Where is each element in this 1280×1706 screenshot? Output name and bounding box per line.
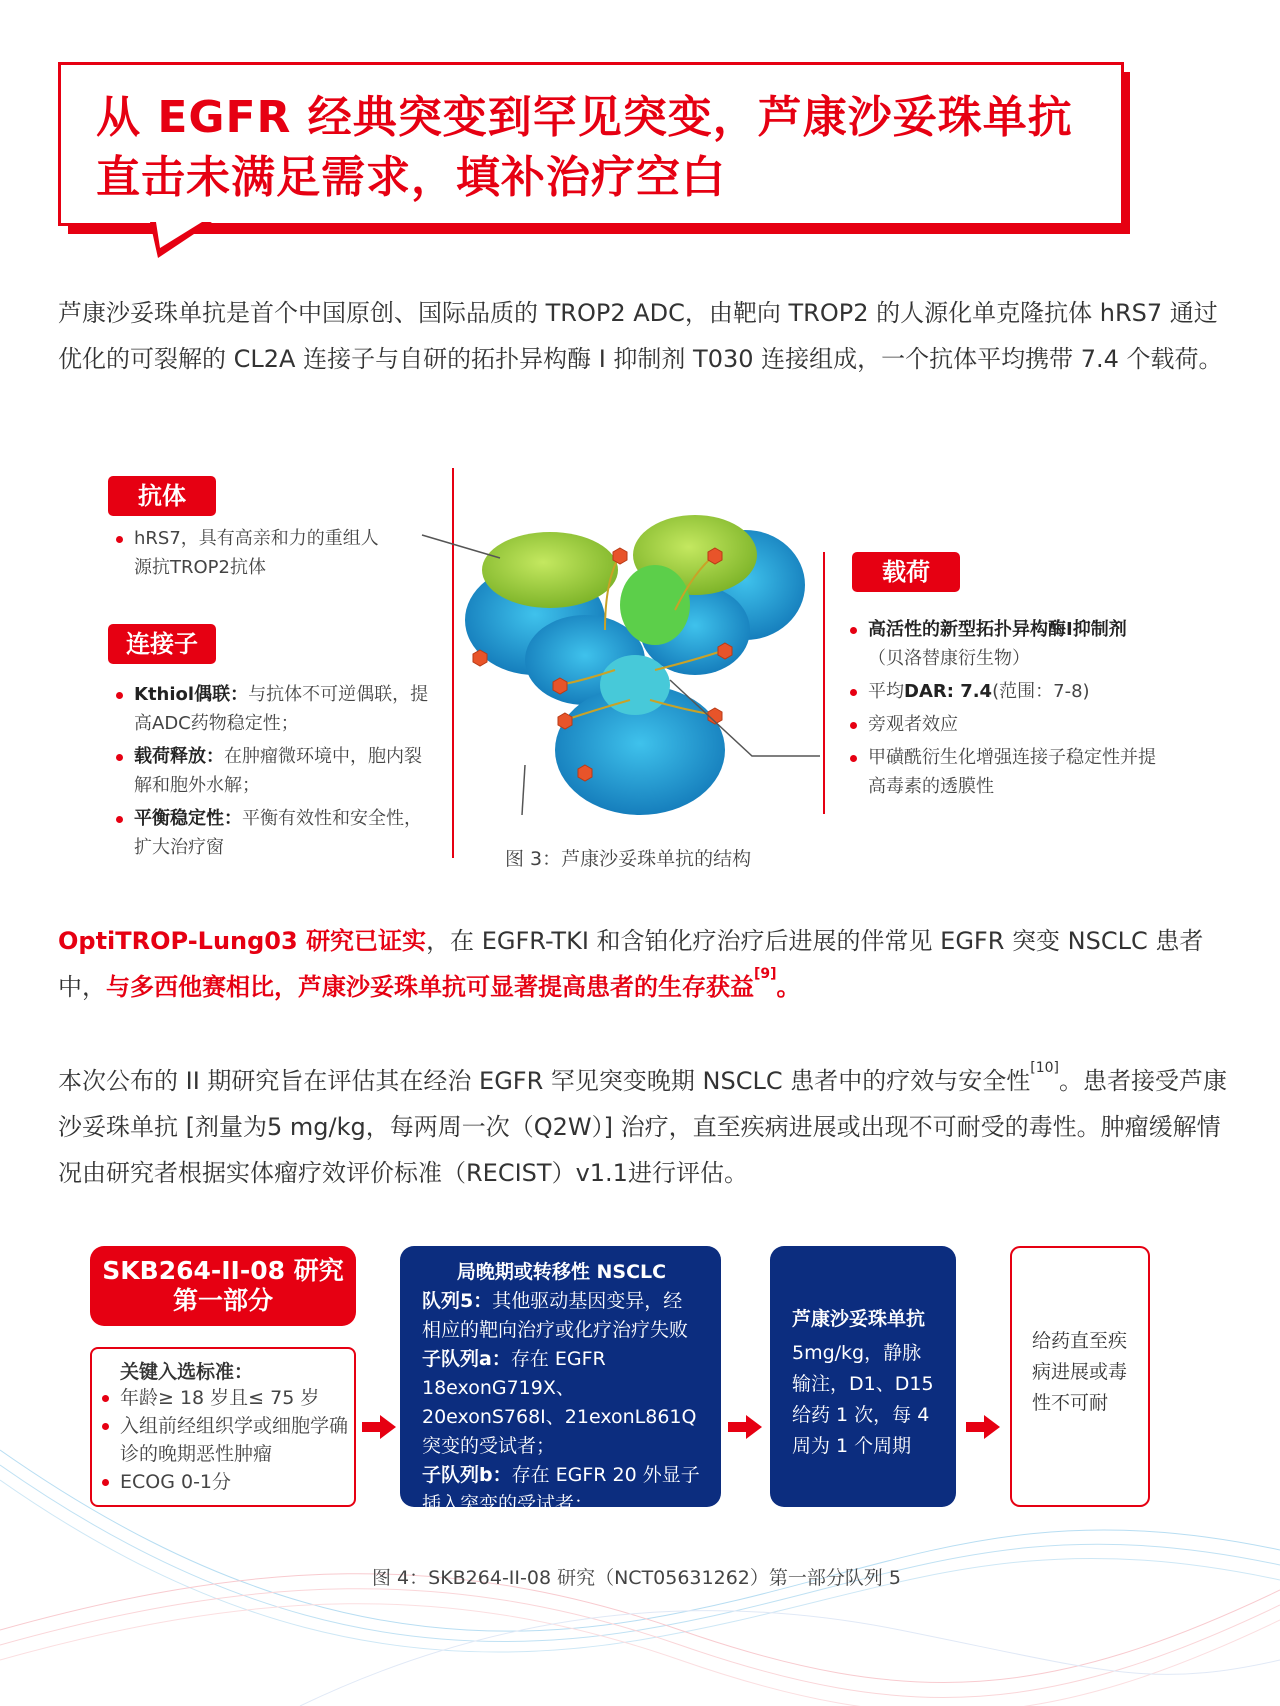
list-item: hRS7，具有高亲和力的重组人源抗TROP2抗体 xyxy=(112,524,382,582)
arrow-right-icon xyxy=(966,1415,1000,1439)
figure3-caption: 图 3：芦康沙妥珠单抗的结构 xyxy=(505,848,752,870)
list-item: Kthiol偶联：与抗体不可逆偶联，提高ADC药物稳定性； xyxy=(112,680,434,738)
criteria-list xyxy=(98,1384,348,1496)
list-item: 高活性的新型拓扑异构酶I抑制剂 （贝洛替康衍生物） xyxy=(846,615,1166,673)
list-item: 平均DAR: 7.4(范围：7-8) xyxy=(846,677,1166,706)
antibody-list xyxy=(112,524,382,586)
callout-tail-icon xyxy=(150,222,220,262)
list-item: 年龄≥ 18 岁且≤ 75 岁 xyxy=(98,1384,348,1412)
arrow-right-icon xyxy=(728,1415,762,1439)
intro-paragraph: 芦康沙妥珠单抗是首个中国原创、国际品质的 TROP2 ADC，由靶向 TROP2 的人源化单克隆抗体 hRS7 通过优化的可裂解的 CL2A 连接子与自研的拓扑异构酶 I 抑制剂 T030 连接组成，一个抗体平均携带 7.4 个载荷。 xyxy=(58,299,1223,373)
cohort-b: 子队列b：存在 EGFR 20 外显子插入突变的受试者； xyxy=(422,1464,700,1515)
list-item: 平衡稳定性：平衡有效性和安全性，扩大治疗窗 xyxy=(112,804,434,862)
payload-list xyxy=(846,615,1166,805)
criteria-title: 关键入选标准： xyxy=(120,1361,254,1383)
arrow-right-icon xyxy=(362,1415,396,1439)
cohort-a: 子队列a：存在 EGFR 18exonG719X、20exonS768I、21exonL861Q 突变的受试者； xyxy=(422,1348,697,1457)
list-item: 旁观者效应 xyxy=(846,710,1166,739)
divider-right xyxy=(823,552,825,814)
reference: [9] xyxy=(754,966,777,982)
endpoint-box: 给药直至疾病进展或毒性不可耐 xyxy=(1010,1246,1150,1507)
treatment-box xyxy=(770,1246,956,1507)
study-title-box: SKB264-II-08 研究 第一部分 xyxy=(90,1246,356,1326)
cohort5: 队列5：其他驱动基因变异，经相应的靶向治疗或化疗治疗失败 xyxy=(422,1290,689,1341)
cohort-box xyxy=(400,1246,721,1515)
payload-label: 载荷 xyxy=(852,552,960,592)
antibody-label: 抗体 xyxy=(108,476,216,516)
title-line-1: 从 EGFR 经典突变到罕见突变，芦康沙妥珠单抗 xyxy=(96,92,1073,143)
list-item: ECOG 0-1分 xyxy=(98,1468,348,1496)
reference: [10] xyxy=(1030,1060,1059,1076)
study-paragraph: OptiTROP-Lung03 研究已证实，在 EGFR-TKI 和含铂化疗治疗后进展的伴常见 EGFR 突变 NSCLC 患者中，与多西他赛相比，芦康沙妥珠单抗可显著提高患者的生存获益[9]。 xyxy=(58,927,1204,1001)
list-item: 入组前经组织学或细胞学确诊的晚期恶性肿瘤 xyxy=(98,1412,348,1468)
page-title xyxy=(96,88,1106,208)
cohort-title: 局晚期或转移性 NSCLC xyxy=(456,1261,667,1283)
linker-label: 连接子 xyxy=(108,624,216,664)
list-item: 载荷释放：在肿瘤微环境中，胞内裂解和胞外水解； xyxy=(112,742,434,800)
figure4-caption: 图 4：SKB264-II-08 研究（NCT05631262）第一部分队列 5 xyxy=(372,1567,902,1589)
study-name: OptiTROP-Lung03 研究已证实 xyxy=(58,927,427,955)
drug-regimen: 5mg/kg，静脉输注，D1、D15 给药 1 次，每 4 周为 1 个周期 xyxy=(792,1342,934,1457)
phase2-paragraph: 本次公布的 II 期研究旨在评估其在经治 EGFR 罕见突变晚期 NSCLC 患者中的疗效与安全性[10]。患者接受芦康沙妥珠单抗 [剂量为5 mg/kg，每两周一次（Q2W）] 治疗，直至疾病进展或出现不可耐受的毒性。肿瘤缓解情况由研究者根据实体瘤疗效评价标准（RECIST）v1.1进行评估。 xyxy=(58,1060,1227,1187)
pointer-lines xyxy=(380,510,820,830)
title-line-2: 直击未满足需求，填补治疗空白 xyxy=(96,152,726,203)
list-item: 甲磺酰衍生化增强连接子稳定性并提高毒素的透膜性 xyxy=(846,743,1166,801)
drug-title: 芦康沙妥珠单抗 xyxy=(792,1308,926,1330)
